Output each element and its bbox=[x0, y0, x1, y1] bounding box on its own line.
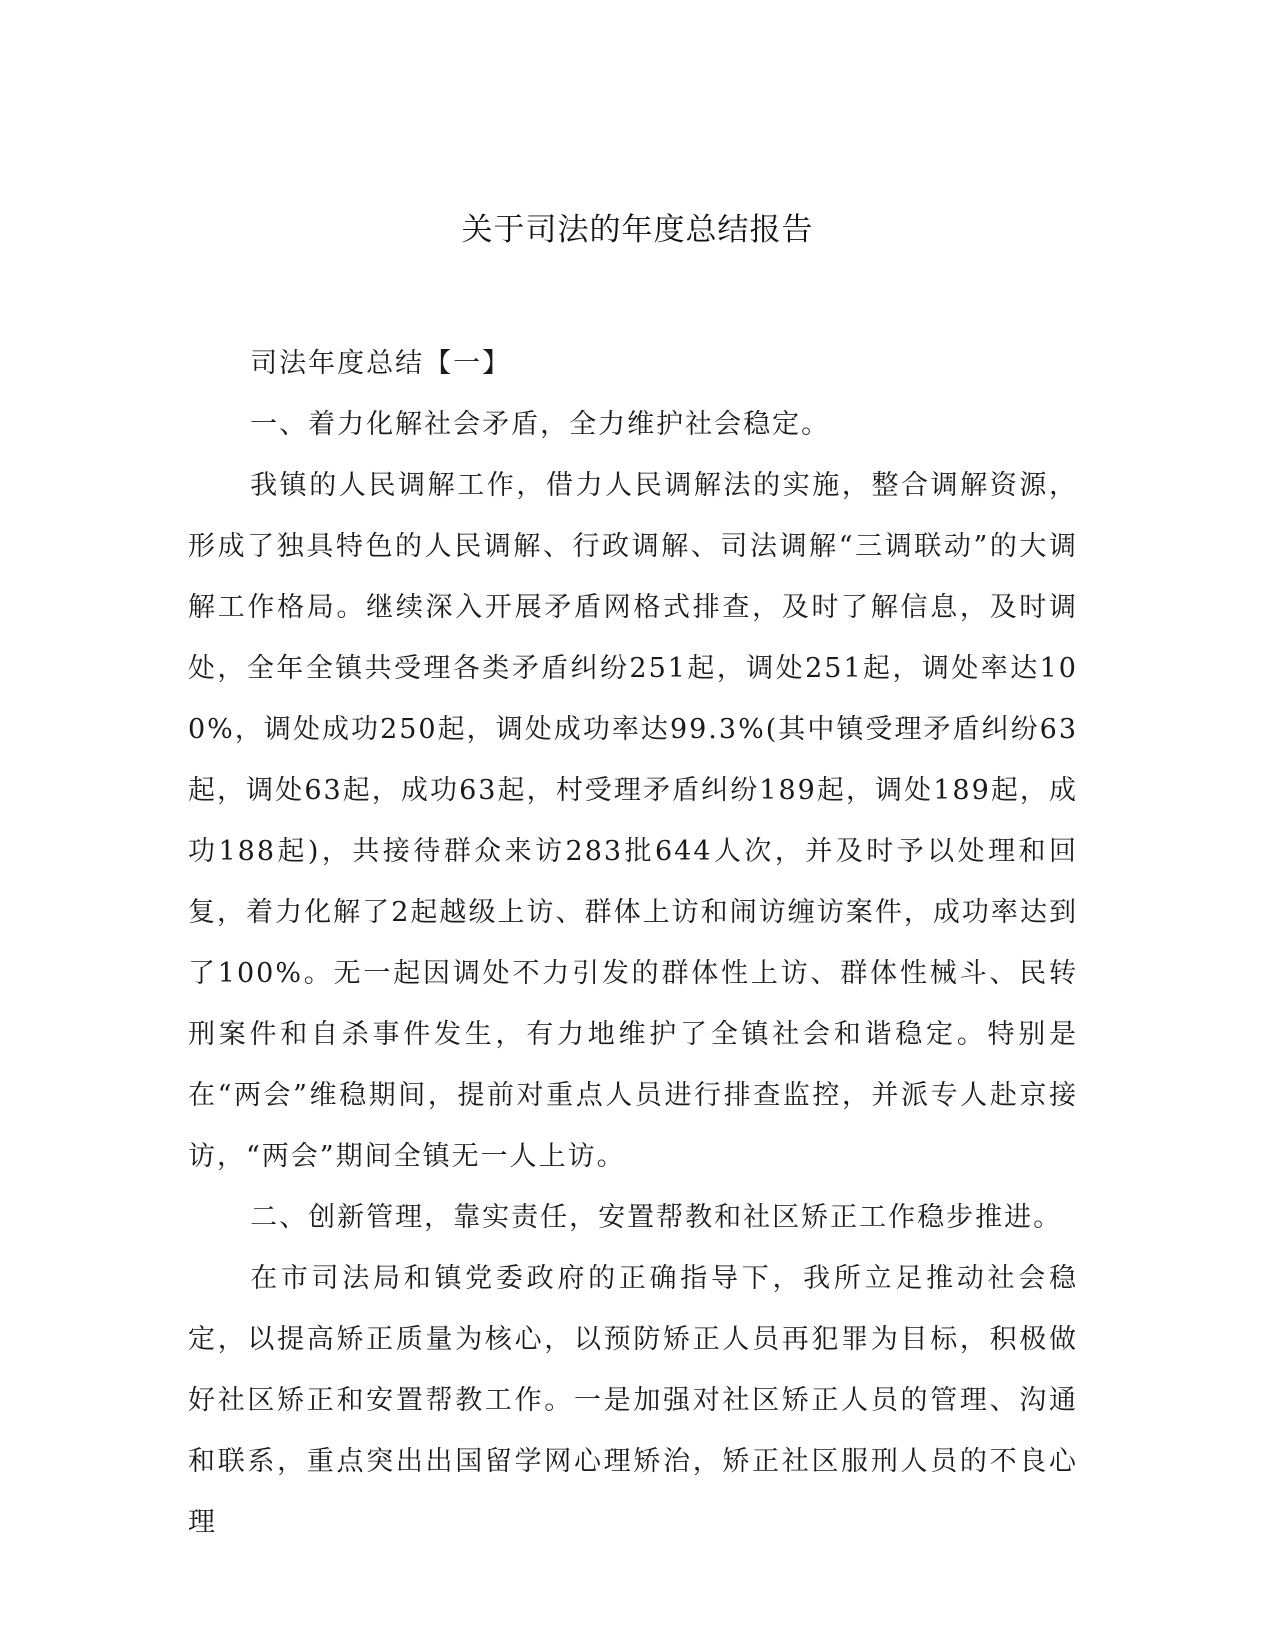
section-heading: 司法年度总结【一】 bbox=[250, 348, 512, 379]
document-title: 关于司法的年度总结报告 bbox=[461, 212, 814, 248]
document-body bbox=[188, 333, 1078, 1553]
section-one-heading: 一、着力化解社会矛盾，全力维护社会稳定。 bbox=[250, 409, 831, 440]
section-two-heading: 二、创新管理，靠实责任，安置帮教和社区矫正工作稳步推进。 bbox=[250, 1202, 1063, 1233]
paragraph-correction: 在市司法局和镇党委政府的正确指导下，我所立足推动社会稳定，以提高矫正质量为核心，以预防矫正人员再犯罪为目标，积极做好社区矫正和安置帮教工作。一是加强对社区矫正人员的管理、沟通和联系，重点突出出国留学网心理矫治，矫正社区服刑人员的不良心理 bbox=[188, 1263, 1078, 1538]
paragraph-mediation: 我镇的人民调解工作，借力人民调解法的实施，整合调解资源，形成了独具特色的人民调解、行政调解、司法调解“三调联动”的大调解工作格局。继续深入开展矛盾网格式排查，及时了解信息，及时调处，全年全镇共受理各类矛盾纠纷251起，调处251起，调处率达100%，调处成功250起，调处成功率达99.3%(其中镇受理矛盾纠纷63起，调处63起，成功63起，村受理矛盾纠纷189起，调处189起，成功188起)，共接待群众来访283批644人次，并及时予以处理和回复，着力化解了2起越级上访、群体上访和闹访缠访案件，成功率达到了100%。无一起因调处不力引发的群体性上访、群体性械斗、民转刑案件和自杀事件发生，有力地维护了全镇社会和谐稳定。特别是在“两会”维稳期间，提前对重点人员进行排查监控，并派专人赴京接访，“两会”期间全镇无一人上访。 bbox=[188, 470, 1078, 1172]
